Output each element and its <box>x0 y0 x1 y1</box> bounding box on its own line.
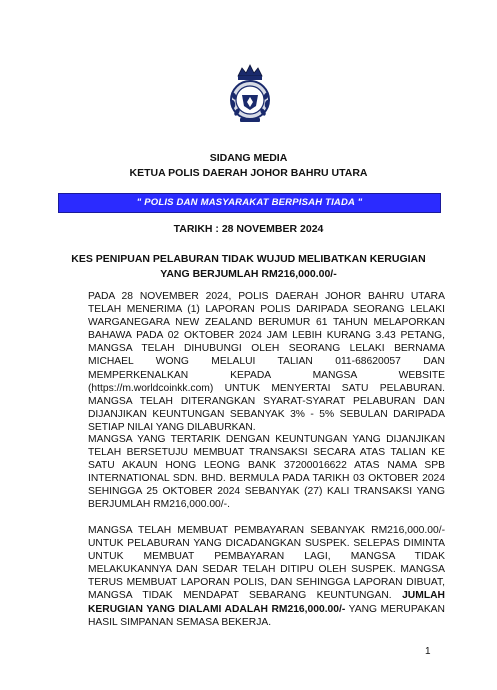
paragraph-1: PADA 28 NOVEMBER 2024, POLIS DAERAH JOHOR BAHRU UTARA TELAH MENERIMA (1) LAPORAN POLIS DARIPADA SEORANG LELAKI WARGANEGARA NEW ZEALAND BERUMUR 61 TAHUN MELAPORKAN BAHAWA PADA 02 OKTOBER 2024 JAM LEBIH KURANG 3.43 PETANG, MANGSA TELAH DIHUBUNGI OLEH SEORANG LELAKI BERNAMA MICHAEL WONG MELALUI TALIAN 011-68620057 DAN MEMPERKENALKAN KEPADA MANGSA WEBSITE (https://m.worldcoinkk.com) UNTUK MENYERTAI SATU PELABURAN. MANGSA TELAH DITERANGKAN SYARAT-SYARAT PELABURAN DAN DIJANJIKAN KEUNTUNGAN SEBANYAK 3% - 5% SEBULAN DARIPADA SETIAP NILAI YANG DILABURKAN. <box>88 291 445 433</box>
document-title: SIDANG MEDIA <box>209 152 288 164</box>
paragraph-3 <box>88 524 445 629</box>
paragraph-3-end: YANG MERUPAKAN HASIL SIMPANAN SEMASA BEKERJA. <box>88 603 445 628</box>
slogan-banner: " POLIS DAN MASYARAKAT BERPISAH TIADA " <box>58 193 441 213</box>
page-number: 1 <box>425 646 431 657</box>
case-title: KES PENIPUAN PELABURAN TIDAK WUJUD MELIBATKAN KERUGIAN YANG BERJUMLAH RM216,000.00/- <box>71 253 426 280</box>
paragraph-3-text: MANGSA TELAH MEMBUAT PEMBAYARAN SEBANYAK RM216,000.00/- UNTUK PELABURAN YANG DICADANGKAN SUSPEK. SELEPAS DIMINTA UNTUK MEMBUAT PEMBAYARAN LAGI, MANGSA TIDAK MELAKUKANNYA DAN SEDAR TELAH DITIPU OLEH SUSPEK. MANGSA TERUS MEMBUAT LAPORAN POLIS, DAN SEHINGGA LAPORAN DIBUAT, MANGSA TIDAK MENDAPAT SEBARANG KEUNTUNGAN. <box>88 525 445 602</box>
police-crest-logo <box>224 62 276 124</box>
paragraph-2: MANGSA YANG TERTARIK DENGAN KEUNTUNGAN YANG DIJANJIKAN TELAH BERSETUJU MEMBUAT TRANSAKSI SECARA ATAS TALIAN KE SATU AKAUN HONG LEONG BANK 37200016622 ATAS NAMA SPB INTERNATIONAL SDN. BHD. BERMULA PADA TARIKH 03 OKTOBER 2024 SEHINGGA 25 OKTOBER 2024 SEBANYAK (27) KALI TRANSAKSI YANG BERJUMLAH RM216,000.00/-. <box>88 434 445 511</box>
document-subtitle: KETUA POLIS DAERAH JOHOR BAHRU UTARA <box>129 167 368 179</box>
document-date: TARIKH : 28 NOVEMBER 2024 <box>173 223 324 235</box>
total-loss-statement: JUMLAH KERUGIAN YANG DIALAMI ADALAH RM216,000.00/- <box>88 590 445 615</box>
